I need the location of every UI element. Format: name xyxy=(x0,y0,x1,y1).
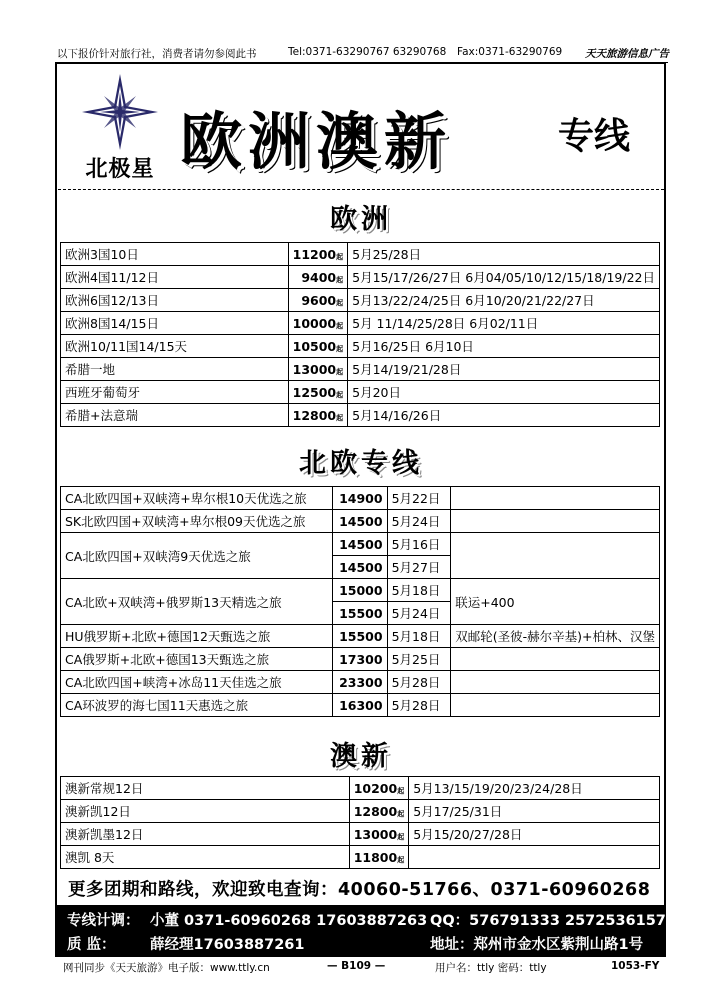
anz-table xyxy=(60,776,660,869)
price: 17300 xyxy=(333,648,387,671)
price-unit: 起 xyxy=(397,786,405,795)
note-cell xyxy=(451,487,660,510)
price-cell xyxy=(288,266,348,289)
fax-text: Fax:0371-63290769 xyxy=(457,46,563,58)
dates: 5月17/25/31日 xyxy=(409,800,660,823)
route-name: 欧洲10/11国14/15天 xyxy=(61,335,289,358)
price: 12800 xyxy=(292,407,337,423)
route-name: CA北欧四国+双峡湾9天优选之旅 xyxy=(61,533,333,579)
route-name: 希腊+法意瑞 xyxy=(61,404,289,427)
date: 5月24日 xyxy=(387,602,451,625)
route-name: 澳新凯墨12日 xyxy=(61,823,350,846)
price: 12500 xyxy=(292,384,337,400)
dates: 5月 11/14/25/28日 6月02/11日 xyxy=(348,312,660,335)
route-name: CA俄罗斯+北欧+德国13天甄选之旅 xyxy=(61,648,333,671)
date: 5月27日 xyxy=(387,556,451,579)
table-row xyxy=(61,648,660,671)
note-cell xyxy=(451,671,660,694)
table-row xyxy=(61,381,660,404)
dates: 5月15/17/26/27日 6月04/05/10/12/15/18/19/22日 xyxy=(348,266,660,289)
price-cell xyxy=(349,777,409,800)
price: 14500 xyxy=(333,533,387,556)
route-name: HU俄罗斯+北欧+德国12天甄选之旅 xyxy=(61,625,333,648)
page-title: 欧洲澳新 xyxy=(180,105,453,178)
date: 5月28日 xyxy=(387,694,451,717)
note-cell xyxy=(451,533,660,579)
price-unit: 起 xyxy=(397,809,405,818)
table-row xyxy=(61,312,660,335)
brand-text: 天天旅游信息广告 xyxy=(585,48,669,60)
route-name: 西班牙葡萄牙 xyxy=(61,381,289,404)
logo-name: 北极星 xyxy=(85,157,155,182)
price: 15500 xyxy=(333,625,387,648)
date: 5月24日 xyxy=(387,510,451,533)
table-row xyxy=(61,487,660,510)
planner-label: 专线计调： xyxy=(67,913,140,929)
date: 5月22日 xyxy=(387,487,451,510)
planner-contact: 小董 0371-60960268 17603887263 xyxy=(150,913,428,929)
top-info-bar xyxy=(55,44,668,63)
note-lianyun: 联运+400 xyxy=(451,579,660,625)
route-name: CA北欧四国+双峡湾+卑尔根10天优选之旅 xyxy=(61,487,333,510)
route-name: 欧洲4国11/12日 xyxy=(61,266,289,289)
price: 9600 xyxy=(301,292,337,308)
quality-label: 质 监： xyxy=(67,937,116,953)
price-cell xyxy=(288,358,348,381)
table-row xyxy=(61,579,660,602)
date: 5月28日 xyxy=(387,671,451,694)
price-cell xyxy=(288,312,348,335)
price-cell xyxy=(288,243,348,266)
route-name: 澳新凯12日 xyxy=(61,800,350,823)
price: 12800 xyxy=(353,803,398,819)
price-unit: 起 xyxy=(336,344,344,353)
price-unit: 起 xyxy=(336,390,344,399)
europe-table xyxy=(60,242,660,427)
table-row xyxy=(61,823,660,846)
table-row xyxy=(61,533,660,556)
price: 10200 xyxy=(353,780,398,796)
date: 5月18日 xyxy=(387,579,451,602)
route-name: CA北欧四国+峡湾+冰岛11天佳选之旅 xyxy=(61,671,333,694)
price: 10500 xyxy=(292,338,337,354)
table-row xyxy=(61,243,660,266)
table-row xyxy=(61,777,660,800)
table-row xyxy=(61,625,660,648)
price: 15000 xyxy=(333,579,387,602)
europe-heading: 欧洲 xyxy=(330,204,392,235)
price-unit: 起 xyxy=(336,413,344,422)
price-unit: 起 xyxy=(336,367,344,376)
dates: 5月14/16/26日 xyxy=(348,404,660,427)
price: 15500 xyxy=(333,602,387,625)
notice-text: 以下报价针对旅行社，消费者请勿参阅此书 xyxy=(57,48,257,60)
route-name: SK北欧四国+双峡湾+卑尔根09天优选之旅 xyxy=(61,510,333,533)
price-unit: 起 xyxy=(336,252,344,261)
nordic-heading: 北欧专线 xyxy=(299,448,423,479)
note-cell xyxy=(451,510,660,533)
tel-text: Tel:0371-63290767 63290768 xyxy=(288,46,447,58)
note-cell xyxy=(451,648,660,671)
route-name: CA北欧+双峡湾+俄罗斯13天精选之旅 xyxy=(61,579,333,625)
table-row xyxy=(61,358,660,381)
issue-code: 1053-FY xyxy=(611,960,660,972)
price: 10000 xyxy=(292,315,337,331)
page-subtitle: 专线 xyxy=(558,116,631,157)
route-name: 欧洲6国12/13日 xyxy=(61,289,289,312)
quality-contact: 薛经理17603887261 xyxy=(150,937,305,953)
dates: 5月15/20/27/28日 xyxy=(409,823,660,846)
dates: 5月14/19/21/28日 xyxy=(348,358,660,381)
date: 5月18日 xyxy=(387,625,451,648)
price: 11800 xyxy=(353,849,398,865)
price: 13000 xyxy=(292,361,337,377)
price-cell xyxy=(349,846,409,869)
contact-box xyxy=(57,905,665,957)
note-cell xyxy=(451,694,660,717)
date: 5月16日 xyxy=(387,533,451,556)
route-name: 澳凯 8天 xyxy=(61,846,350,869)
table-row xyxy=(61,510,660,533)
price-cell xyxy=(288,404,348,427)
route-name: 欧洲3国10日 xyxy=(61,243,289,266)
route-name: CA环波罗的海七国11天惠选之旅 xyxy=(61,694,333,717)
dates: 5月25/28日 xyxy=(348,243,660,266)
logo xyxy=(80,72,160,182)
table-row xyxy=(61,694,660,717)
table-row xyxy=(61,289,660,312)
route-name: 澳新常规12日 xyxy=(61,777,350,800)
price: 14500 xyxy=(333,510,387,533)
nordic-table xyxy=(60,486,660,717)
price-unit: 起 xyxy=(336,321,344,330)
table-row xyxy=(61,671,660,694)
price-cell xyxy=(288,289,348,312)
price: 23300 xyxy=(333,671,387,694)
route-name: 欧洲8国14/15日 xyxy=(61,312,289,335)
table-row xyxy=(61,404,660,427)
address: 地址：郑州市金水区紫荆山路1号 xyxy=(430,937,644,953)
price-unit: 起 xyxy=(397,832,405,841)
note-youlun: 双邮轮(圣彼-赫尔辛基)+柏林、汉堡 xyxy=(451,625,660,648)
anz-heading: 澳新 xyxy=(330,741,392,772)
table-row xyxy=(61,335,660,358)
price-cell xyxy=(288,381,348,404)
page-number: — B109 — xyxy=(327,960,386,972)
dates: 5月20日 xyxy=(348,381,660,404)
price-cell xyxy=(349,823,409,846)
price: 11200 xyxy=(292,246,337,262)
price-cell xyxy=(288,335,348,358)
divider xyxy=(58,189,664,190)
price-unit: 起 xyxy=(336,275,344,284)
login-text: 用户名：ttly 密码：ttly xyxy=(435,962,547,974)
table-row xyxy=(61,846,660,869)
price: 14900 xyxy=(333,487,387,510)
dates: 5月13/15/19/20/23/24/28日 xyxy=(409,777,660,800)
table-row xyxy=(61,800,660,823)
north-star-icon xyxy=(80,72,160,152)
dates: 5月16/25日 6月10日 xyxy=(348,335,660,358)
price: 9400 xyxy=(301,269,337,285)
online-text: 网刊同步《天天旅游》电子版：www.ttly.cn xyxy=(63,962,270,974)
dates: 5月13/22/24/25日 6月10/20/21/22/27日 xyxy=(348,289,660,312)
route-name: 希腊一地 xyxy=(61,358,289,381)
price: 13000 xyxy=(353,826,398,842)
more-info: 更多团期和路线，欢迎致电查询：40060-51766、0371-60960268 xyxy=(68,880,651,900)
dates xyxy=(409,846,660,869)
qq-contact: QQ：576791333 2572536157 xyxy=(430,913,666,929)
price-unit: 起 xyxy=(336,298,344,307)
price: 14500 xyxy=(333,556,387,579)
table-row xyxy=(61,266,660,289)
price-cell xyxy=(349,800,409,823)
price: 16300 xyxy=(333,694,387,717)
price-unit: 起 xyxy=(397,855,405,864)
date: 5月25日 xyxy=(387,648,451,671)
